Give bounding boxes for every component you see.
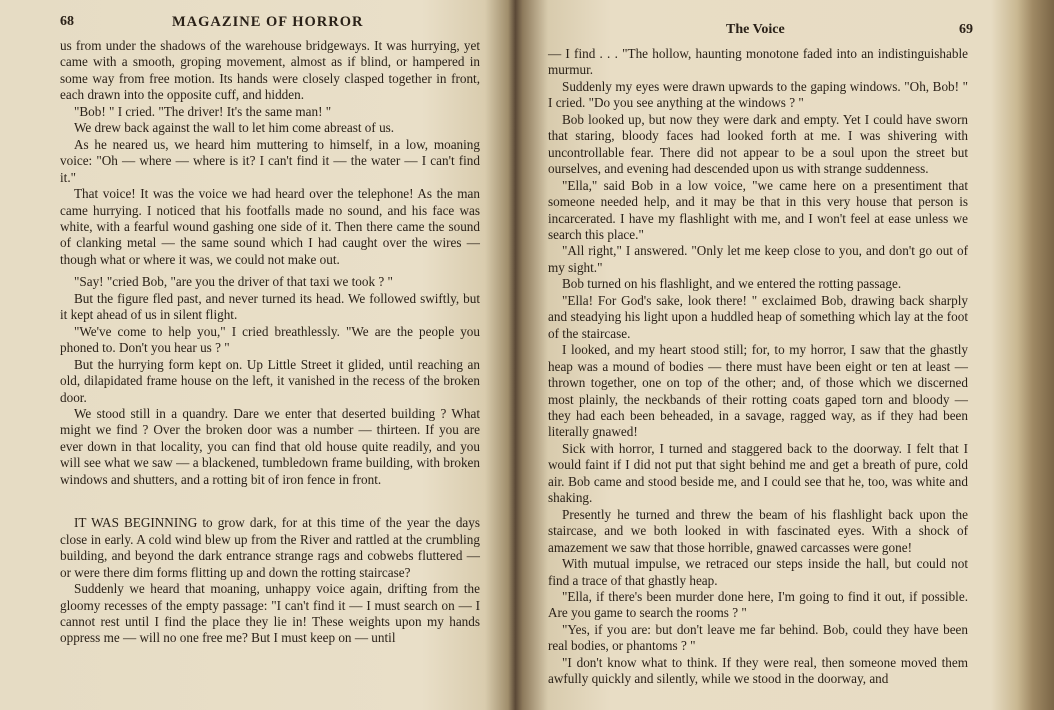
paragraph: But the hurrying form kept on. Up Little Street it glided, until reaching an old, dilapidated frame house on the left, it vanished in the recess of the broken door.	[60, 356, 480, 405]
section-paragraph: IT WAS BEGINNING to grow dark, for at this time of the year the days close in early. A cold wind blew up from the River and rattled at the crumbling building, and beyond the dark entrance strange rags and cobwebs fluttered — or were there dim forms flitting up and down the rotting staircase?	[60, 515, 480, 580]
left-page-body	[60, 38, 480, 647]
paragraph: us from under the shadows of the warehouse bridgeways. It was hurrying, yet came with a smooth, groping movement, almost as if blind, or hampered in some way from free motion. Its hands were closely clasped together in front, each drawn into the opposite cuff, and hidden.	[60, 38, 480, 103]
paragraph: "I don't know what to think. If they were real, then someone moved them awfully quickly and silently, while we stood in the doorway, and	[548, 654, 968, 687]
running-head-right	[548, 22, 973, 44]
paragraph: We drew back against the wall to let him come abreast of us.	[74, 120, 395, 136]
paragraph: We stood still in a quandry. Dare we enter that deserted building ? What might we find ? Over the broken door was a number — thirteen. If you are ever down in that locality, you can find that old house quite readily, and you will see what we saw — a blackened, tumbledown frame building, with broken windows and shutters, and a rotting bit of iron fence in front.	[60, 405, 480, 487]
paragraph: Sick with horror, I turned and staggered back to the doorway. I felt that I would faint if I did not put that sight behind me and get a breath of pure, cold air. Bob came and stood beside me, and I could see that he, too, was white and shaking.	[548, 440, 968, 506]
paragraph: Presently he turned and threw the beam of his flashlight back upon the staircase, and we both looked in with fascinated eyes. With a shock of amazement we saw that those horrible, gnawed carcasses were gone!	[548, 506, 968, 555]
running-head-left	[60, 14, 480, 36]
paragraph: "Ella," said Bob in a low voice, "we came here on a presentiment that someone needed help, and it may be that in this very house that person is incarcerated. I have my flashlight with me, and I won't feel at ease unless we search this place."	[548, 177, 968, 242]
running-title-left: MAGAZINE OF HORROR	[172, 14, 364, 30]
left-page	[60, 0, 480, 710]
paragraph: "Say! "cried Bob, "are you the driver of that taxi we took ? "	[74, 274, 393, 290]
paragraph: With mutual impulse, we retraced our steps inside the hall, but could not find a trace of that ghastly heap.	[548, 556, 968, 588]
paragraph: "Ella, if there's been murder done here, I'm going to find it out, if possible. Are you game to search the rooms ? "	[548, 588, 968, 621]
paragraph: I looked, and my heart stood still; for, to my horror, I saw that the ghastly heap was a mound of bodies — there must have been eight or ten at least — thrown together, one on top of the other; and, of those which we discerned most plainly, the neckbands of their rotting coats gaped torn and bloody — they had each been beheaded, in a savage, ragged way, as if they had been literally gnawed!	[548, 342, 968, 440]
paragraph: Bob looked up, but now they were dark and empty. Yet I could have sworn that staring, bloody faces had looked forth at me. I was shivering with uncontrollable fear. There did not appear to be a soul upon the street but ourselves, and evening had descended upon us with strange suddenness.	[548, 111, 968, 177]
paragraph: "Yes, if you are: but don't leave me far behind. Bob, could they have been real bodies, or phantoms ? "	[548, 621, 968, 654]
paragraph: Suddenly my eyes were drawn upwards to the gaping windows. "Oh, Bob! " I cried. "Do you see anything at the windows ? "	[548, 78, 968, 111]
running-title-right: The Voice	[726, 22, 785, 37]
page-number-right: 69	[959, 22, 973, 37]
paragraph: "Ella! For God's sake, look there! " exclaimed Bob, drawing back sharply and steadying his light upon a huddled heap of something which lay at the foot of the staircase.	[548, 292, 968, 341]
page-number-left: 68	[60, 14, 74, 29]
paragraph: Bob turned on his flashlight, and we entered the rotting passage.	[562, 276, 902, 292]
paragraph: "All right," I answered. "Only let me keep close to you, and don't go out of my sight."	[548, 243, 968, 275]
paragraph: Suddenly we heard that moaning, unhappy voice again, drifting from the gloomy recesses of the empty passage: "I can't find it — I must search on — I cannot rest until I find the place they lie in! These weights upon my hands oppress me — will no one free me? But I must keep on — until	[60, 581, 480, 646]
paragraph: As he neared us, we heard him muttering to himself, in a low, moaning voice: "Oh — where — where is it? I can't find it — the water — I can't find it."	[60, 136, 480, 185]
paragraph: But the figure fled past, and never turned its head. We followed swiftly, but it kept ahead of us in silent flight.	[60, 290, 480, 323]
right-page-body	[548, 46, 968, 688]
paragraph: "Bob! " I cried. "The driver! It's the same man! "	[74, 103, 332, 119]
paragraph: That voice! It was the voice we had heard over the telephone! As the man came hurrying. I noticed that his footfalls made no sound, and his face was white, with a fearful wound gashing one side of it. Then there came the sound of clanking metal — the same sound which I had caught over the wires — though what or where it was, we could not make out.	[60, 186, 480, 267]
paragraph: — I find . . . "The hollow, haunting monotone faded into an indistinguishable murmur.	[548, 46, 968, 78]
right-page	[548, 0, 973, 710]
paragraph: "We've come to help you," I cried breathlessly. "We are the people you phoned to. Don't you hear us ? "	[60, 323, 480, 356]
